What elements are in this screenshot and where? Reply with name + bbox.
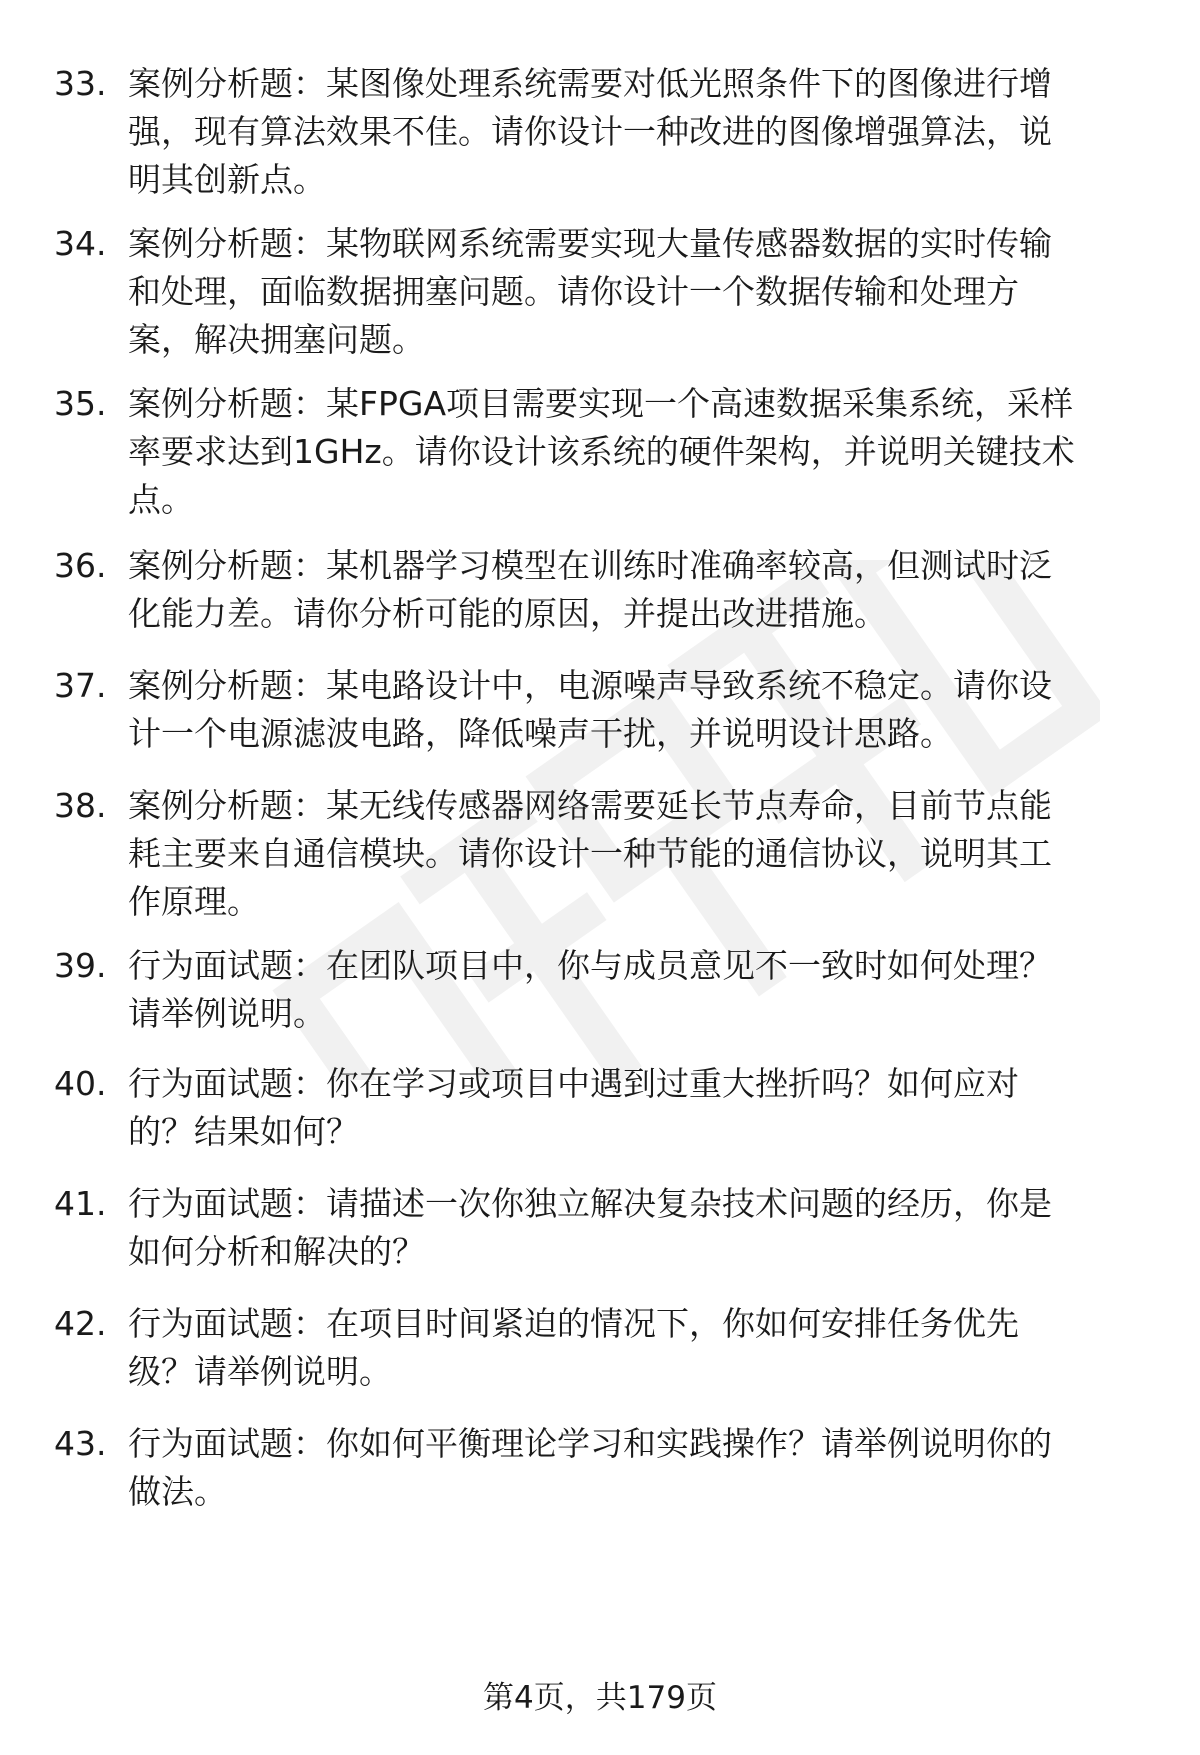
question-number: 43. [54,1424,107,1463]
question-text-line: 行为面试题：请描述一次你独立解决复杂技术问题的经历，你是 [128,1184,1052,1223]
question-text-line: 和处理，面临数据拥塞问题。请你设计一个数据传输和处理方 [128,272,1019,311]
question-text-line: 的？结果如何？ [128,1112,359,1151]
question-number: 36. [54,546,107,585]
question-text [128,380,1168,524]
question-text-line: 案，解决拥塞问题。 [128,320,425,359]
question-text [128,60,1168,204]
question-text [128,942,1168,1038]
question-text-line: 作原理。 [128,882,260,921]
question-text-line: 计一个电源滤波电路，降低噪声干扰，并说明设计思路。 [128,714,953,753]
question-text-line: 如何分析和解决的？ [128,1232,425,1271]
question-number: 38. [54,786,107,825]
question-text-line: 案例分析题：某无线传感器网络需要延长节点寿命，目前节点能 [128,786,1052,825]
question-text-line: 案例分析题：某电路设计中，电源噪声导致系统不稳定。请你设 [128,666,1052,705]
question-text [128,782,1168,926]
question-text-line: 级？请举例说明。 [128,1352,392,1391]
question-number: 39. [54,946,107,985]
question-text [128,1300,1168,1396]
question-number: 34. [54,224,107,263]
question-text-line: 点。 [128,480,194,519]
question-text-line: 行为面试题：在团队项目中，你与成员意见不一致时如何处理？ [128,946,1052,985]
question-number: 37. [54,666,107,705]
page-number-footer: 第4页，共179页 [483,1680,717,1716]
question-number: 35. [54,384,107,423]
question-number: 41. [54,1184,107,1223]
question-text-line: 请举例说明。 [128,994,326,1033]
question-text-line: 明其创新点。 [128,160,326,199]
question-text [128,220,1168,364]
question-text-line: 案例分析题：某FPGA项目需要实现一个高速数据采集系统，采样 [128,384,1074,423]
question-text-line: 率要求达到1GHz。请你设计该系统的硬件架构，并说明关键技术 [128,432,1075,471]
question-text-line: 案例分析题：某物联网系统需要实现大量传感器数据的实时传输 [128,224,1052,263]
question-text-line: 耗主要来自通信模块。请你设计一种节能的通信协议，说明其工 [128,834,1052,873]
question-text-line: 行为面试题：你如何平衡理论学习和实践操作？请举例说明你的 [128,1424,1052,1463]
question-number: 33. [54,64,107,103]
question-text-line: 案例分析题：某机器学习模型在训练时准确率较高，但测试时泛 [128,546,1052,585]
question-text-line: 强，现有算法效果不佳。请你设计一种改进的图像增强算法，说 [128,112,1052,151]
question-text [128,542,1168,638]
question-number: 42. [54,1304,107,1343]
question-text-line: 行为面试题：在项目时间紧迫的情况下，你如何安排任务优先 [128,1304,1019,1343]
question-text-line: 化能力差。请你分析可能的原因，并提出改进措施。 [128,594,887,633]
question-text-line: 行为面试题：你在学习或项目中遇到过重大挫折吗？如何应对 [128,1064,1019,1103]
question-text [128,1420,1168,1516]
question-text-line: 案例分析题：某图像处理系统需要对低光照条件下的图像进行增 [128,64,1052,103]
question-text-line: 做法。 [128,1472,227,1511]
question-number: 40. [54,1064,107,1103]
question-text [128,1180,1168,1276]
question-text [128,1060,1168,1156]
question-text [128,662,1168,758]
